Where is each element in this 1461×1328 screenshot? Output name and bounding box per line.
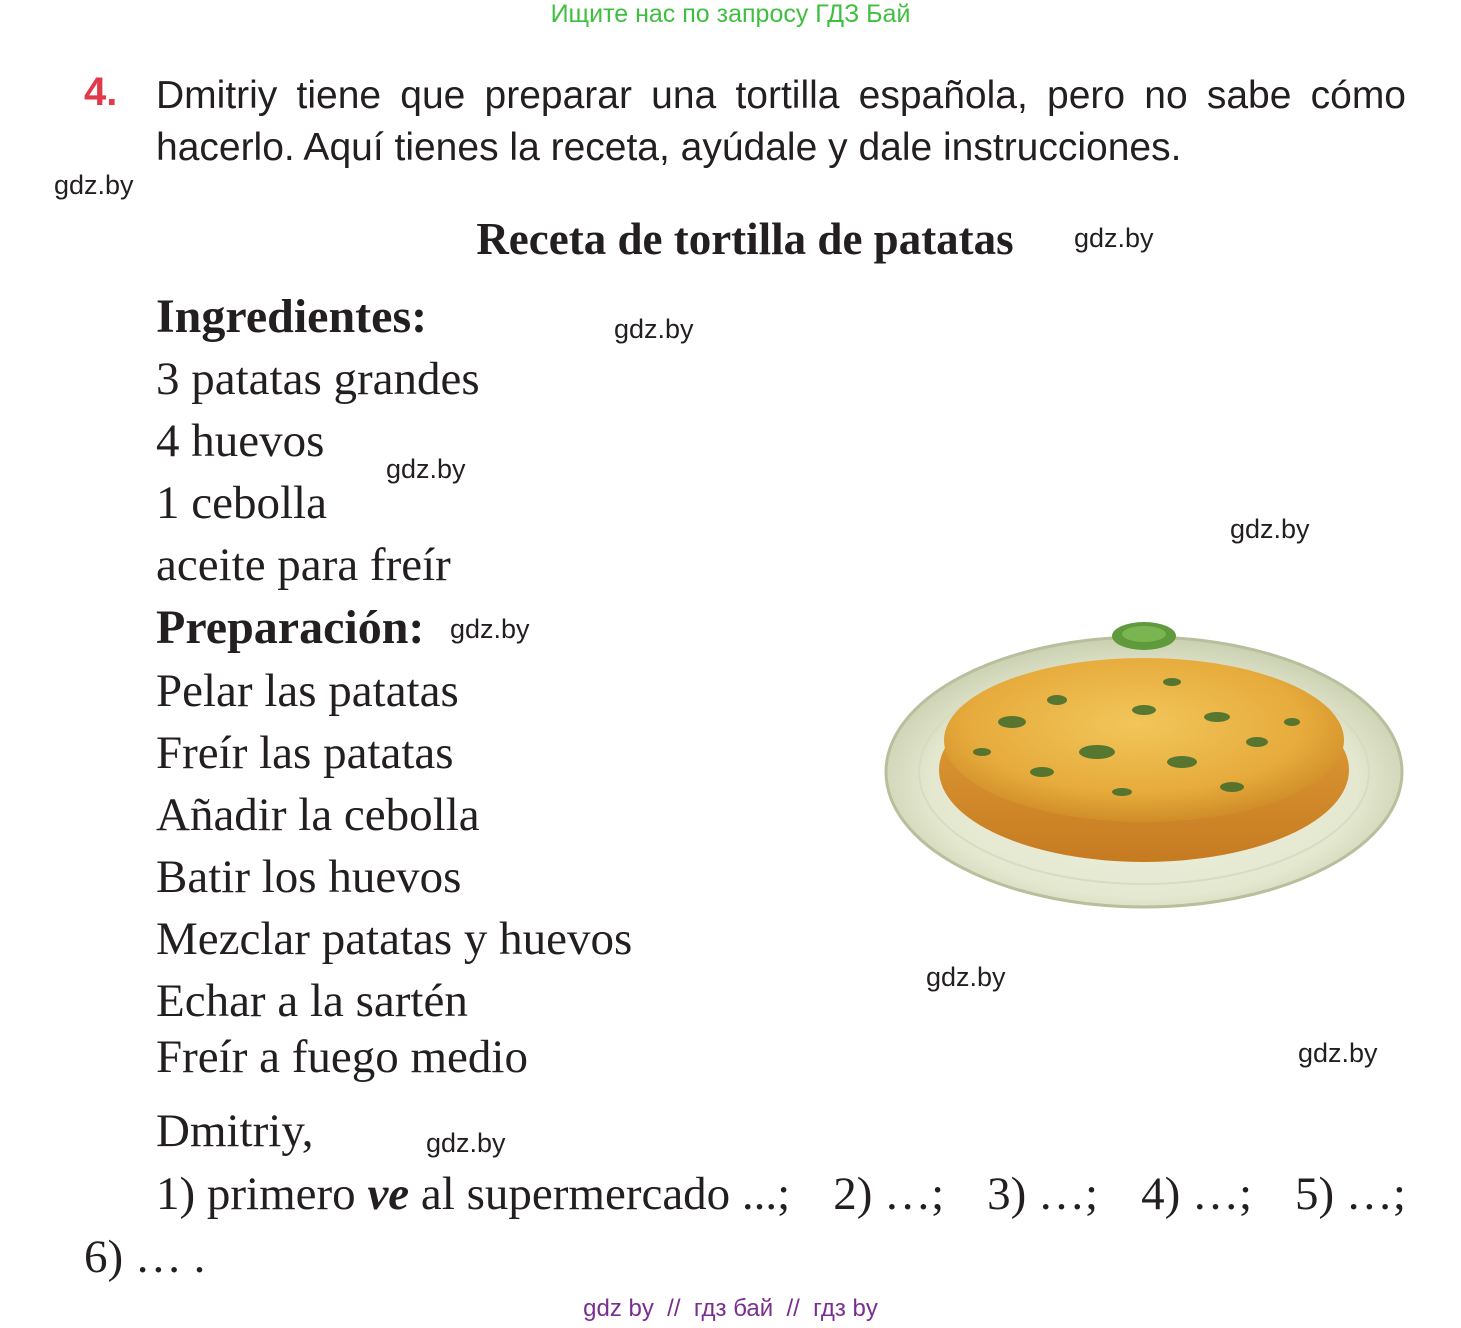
answer-verb: ve bbox=[367, 1168, 410, 1220]
watermark: gdz.by bbox=[54, 170, 134, 200]
step-item: Echar a la sartén bbox=[156, 975, 468, 1027]
top-banner: Ищите нас по запросу ГДЗ Бай bbox=[550, 0, 911, 28]
step-item: Añadir la cebolla bbox=[156, 789, 480, 841]
tortilla-image bbox=[882, 612, 1407, 917]
watermark: gdz.by bbox=[1074, 223, 1154, 253]
footer-links: gdz by // гдз бай // гдз by bbox=[583, 1295, 878, 1322]
watermark: gdz.by bbox=[386, 454, 466, 484]
ingredient-item: 4 huevos bbox=[156, 415, 325, 467]
answer-item: 3) …; bbox=[987, 1168, 1099, 1220]
answer-item: 2) …; bbox=[833, 1168, 945, 1220]
answer-item: 5) …; bbox=[1295, 1168, 1406, 1220]
recipe-title bbox=[0, 213, 1461, 265]
task-text: Dmitriy tiene que preparar una tortilla española, pero no sabe cómo hacerlo. Aquí tienes la receta, ayúdale y dale instrucciones. bbox=[156, 74, 1406, 169]
ingredient-item: 1 cebolla bbox=[156, 477, 327, 529]
recipe-title-text: Receta de tortilla de patatas bbox=[476, 214, 1014, 264]
step-item: Batir los huevos bbox=[156, 851, 462, 903]
answer-item: 4) …; bbox=[1141, 1168, 1253, 1220]
answer-first-item bbox=[156, 1167, 790, 1221]
step-item: Pelar las patatas bbox=[156, 665, 459, 717]
watermark: gdz.by bbox=[614, 314, 694, 344]
step-item: Mezclar patatas y huevos bbox=[156, 913, 633, 965]
ingredient-item: 3 patatas grandes bbox=[156, 353, 480, 405]
tortilla-photo bbox=[882, 612, 1407, 922]
watermark: gdz.by bbox=[926, 962, 1006, 992]
answer-first-text: 1) primero bbox=[156, 1168, 356, 1220]
preparation-heading: Preparación: bbox=[156, 601, 425, 654]
step-item: Freír las patatas bbox=[156, 727, 454, 779]
answer-line-2: 6) … . bbox=[84, 1231, 206, 1283]
task-number: 4. bbox=[84, 70, 118, 114]
watermark: gdz.by bbox=[1298, 1038, 1378, 1068]
answer-first-rest: al supermercado ...; bbox=[420, 1168, 791, 1220]
ingredients-heading: Ingredientes: bbox=[156, 290, 428, 343]
step-item: Freír a fuego medio bbox=[156, 1031, 528, 1083]
watermark: gdz.by bbox=[450, 614, 530, 644]
ingredient-item: aceite para freír bbox=[156, 539, 451, 591]
watermark: gdz.by bbox=[1230, 514, 1310, 544]
answer-line-1 bbox=[156, 1167, 1406, 1221]
watermark: gdz.by bbox=[426, 1128, 506, 1158]
answer-greeting: Dmitriy, bbox=[156, 1105, 314, 1157]
